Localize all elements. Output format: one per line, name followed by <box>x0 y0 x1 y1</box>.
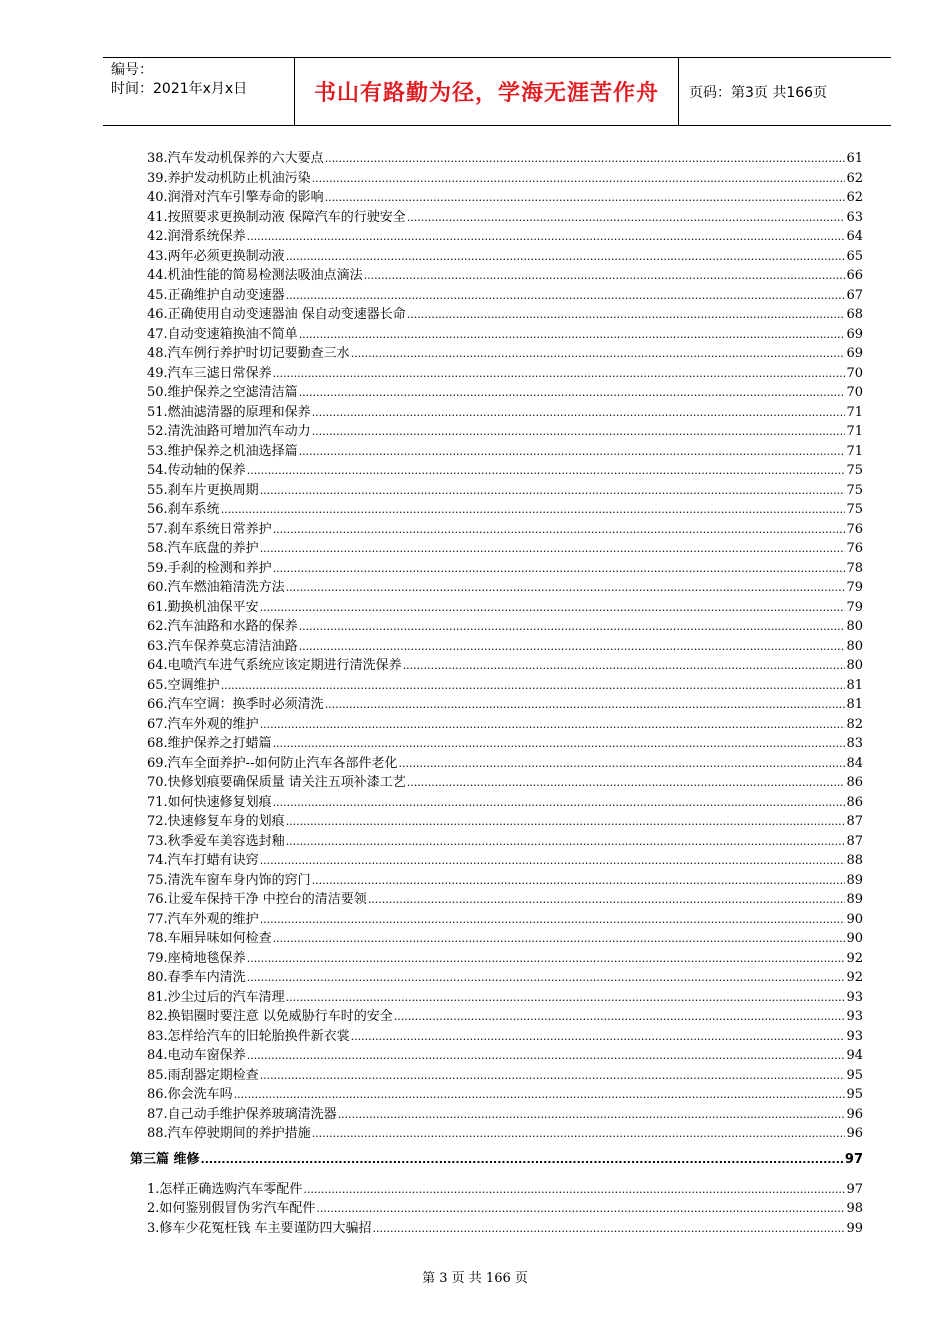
toc-entry-title: 47.自动变速箱换油不简单 <box>147 326 298 342</box>
toc-entry-page: 67 <box>846 287 863 303</box>
toc-entry-page: 97 <box>846 1181 863 1197</box>
toc-entry-page: 95 <box>846 1087 863 1102</box>
toc-entry-title: 79.座椅地毯保养 <box>147 950 246 966</box>
toc-entry[interactable] <box>130 1044 863 1064</box>
toc-entry-page: 94 <box>846 1048 863 1063</box>
toc-leader-dots <box>260 483 846 498</box>
toc-entry[interactable] <box>130 1197 863 1217</box>
toc-entry-title: 78.车厢异味如何检查 <box>147 931 272 946</box>
toc-entry[interactable] <box>130 635 863 655</box>
toc-leader-dots <box>273 736 846 751</box>
toc-entry-page: 68 <box>846 307 863 322</box>
toc-entry[interactable] <box>130 654 863 674</box>
toc-chapter-heading[interactable] <box>130 1148 863 1172</box>
toc-entry[interactable] <box>130 986 863 1006</box>
toc-entry-page: 82 <box>846 716 863 732</box>
toc-entry-title: 60.汽车燃油箱清洗方法 <box>147 580 285 595</box>
toc-entry[interactable] <box>130 752 863 772</box>
toc-leader-dots <box>312 405 846 420</box>
toc-entry-page: 61 <box>846 151 863 166</box>
toc-entry-title: 65.空调维护 <box>147 677 220 693</box>
toc-leader-dots <box>325 190 846 205</box>
toc-leader-dots <box>286 834 846 849</box>
toc-leader-dots <box>312 424 846 439</box>
toc-leader-dots <box>407 307 846 322</box>
toc-leader-dots <box>273 522 846 537</box>
toc-entry-title: 51.燃油滤清器的原理和保养 <box>147 404 311 420</box>
toc-entry-page: 93 <box>846 1028 863 1044</box>
toc-entry-title: 83.怎样给汽车的旧轮胎换件新衣裳 <box>147 1028 350 1044</box>
toc-entry-page: 78 <box>846 560 863 576</box>
toc-entry-title: 57.刹车系统日常养护 <box>147 521 272 537</box>
toc-leader-dots <box>407 210 846 225</box>
toc-leader-dots <box>247 970 846 985</box>
toc-entry-page: 87 <box>846 833 863 849</box>
toc-leader-dots <box>394 1009 846 1024</box>
toc-entry-page: 71 <box>846 424 863 439</box>
toc-entry-title: 39.养护发动机防止机油污染 <box>147 170 311 186</box>
toc-entry[interactable] <box>130 849 863 869</box>
toc-entry[interactable] <box>130 362 863 382</box>
toc-entry-title: 77.汽车外观的维护 <box>147 911 259 927</box>
toc-leader-dots <box>221 502 846 517</box>
toc-entry-title: 58.汽车底盘的养护 <box>147 541 259 556</box>
toc-entry-page: 89 <box>846 872 863 888</box>
toc-entry[interactable] <box>130 1103 863 1123</box>
toc-leader-dots <box>260 1068 846 1083</box>
toc-entry-title: 81.沙尘过后的汽车清理 <box>147 989 285 1005</box>
toc-leader-dots <box>299 619 846 634</box>
toc-entry-page: 90 <box>846 931 863 946</box>
toc-entry[interactable] <box>130 518 863 538</box>
toc-entry-page: 92 <box>846 950 863 966</box>
toc-leader-dots <box>247 1048 846 1063</box>
toc-entry[interactable] <box>130 245 863 265</box>
toc-entry-title: 82.换铝圈时要注意 以免威胁行车时的安全 <box>147 1009 393 1024</box>
toc-entry-title: 46.正确使用自动变速器油 保自动变速器长命 <box>147 307 406 322</box>
toc-entry-title: 87.自己动手维护保养玻璃清洗器 <box>147 1106 337 1122</box>
toc-entry-page: 71 <box>846 443 863 459</box>
toc-entry-page: 62 <box>846 190 863 205</box>
toc-leader-dots <box>299 385 846 400</box>
toc-leader-dots <box>303 1182 845 1197</box>
toc-leader-dots <box>260 717 846 732</box>
toc-entry[interactable] <box>130 869 863 889</box>
toc-entry-title: 42.润滑系统保养 <box>147 229 246 244</box>
toc-entry[interactable] <box>130 342 863 362</box>
toc-entry-title: 48.汽车例行养护时切记要勤查三水 <box>147 346 350 361</box>
toc-entry-title: 44.机油性能的简易检测法吸油点滴法 <box>147 268 363 283</box>
toc-entry-title: 71.如何快速修复划痕 <box>147 794 272 810</box>
toc-entry-page: 86 <box>846 794 863 810</box>
toc-entry-title: 41.按照要求更换制动液 保障汽车的行驶安全 <box>147 209 406 225</box>
toc-entry[interactable] <box>130 1005 863 1025</box>
toc-entry-page: 63 <box>846 209 863 225</box>
toc-entry-title: 84.电动车窗保养 <box>147 1048 246 1063</box>
toc-entry[interactable] <box>130 966 863 986</box>
toc-entry[interactable] <box>130 732 863 752</box>
toc-entry-page: 98 <box>846 1201 863 1216</box>
toc-entry-page: 92 <box>846 970 863 985</box>
toc-entry-title: 43.两年必须更换制动液 <box>147 248 285 264</box>
toc-entry[interactable] <box>130 206 863 226</box>
toc-entry[interactable] <box>130 1217 863 1237</box>
toc-entry-page: 76 <box>846 521 863 537</box>
toc-entry-title: 67.汽车外观的维护 <box>147 716 259 732</box>
toc-entry-page: 81 <box>846 697 863 712</box>
toc-entry-title: 63.汽车保养莫忘清洁油路 <box>147 638 298 654</box>
toc-leader-dots <box>299 327 846 342</box>
toc-entry-title: 61.勤换机油保平安 <box>147 599 259 615</box>
toc-entry[interactable] <box>130 1064 863 1084</box>
toc-leader-dots <box>299 639 846 654</box>
toc-entry-title: 68.维护保养之打蜡篇 <box>147 736 272 751</box>
toc-entry-title: 64.电喷汽车进气系统应该定期进行清洗保养 <box>147 658 402 673</box>
toc-entry-page: 76 <box>846 541 863 556</box>
toc-entry-title: 75.清洗车窗车身内饰的窍门 <box>147 872 311 888</box>
toc-entry-title: 62.汽车油路和水路的保养 <box>147 619 298 634</box>
toc-entry[interactable] <box>130 888 863 908</box>
toc-entry[interactable] <box>130 303 863 323</box>
toc-entry[interactable] <box>130 225 863 245</box>
toc-leader-dots <box>273 795 846 810</box>
header-motto: 书山有路勤为径，学海无涯苦作舟 <box>295 58 679 125</box>
toc-entry-page: 79 <box>846 580 863 595</box>
header-page-info: 页码：第3页 共166页 <box>689 84 828 101</box>
toc-leader-dots <box>338 1107 846 1122</box>
toc-entry-title: 53.维护保养之机油选择篇 <box>147 443 298 459</box>
toc-entry-title: 49.汽车三滤日常保养 <box>147 365 272 381</box>
toc-entry-page: 95 <box>846 1067 863 1083</box>
toc-entry[interactable] <box>130 381 863 401</box>
toc-entry[interactable] <box>130 771 863 791</box>
toc-leader-dots <box>234 1087 846 1102</box>
toc-entry-title: 56.刹车系统 <box>147 502 220 517</box>
toc-entry-page: 70 <box>846 385 863 400</box>
toc-entry-title: 45.正确维护自动变速器 <box>147 287 285 303</box>
toc-entry[interactable] <box>130 927 863 947</box>
toc-entry[interactable] <box>130 557 863 577</box>
toc-leader-dots <box>373 1221 846 1236</box>
toc-entry-page: 69 <box>846 346 863 361</box>
toc-entry-page: 86 <box>846 775 863 790</box>
toc-leader-dots <box>286 249 846 264</box>
toc-leader-dots <box>325 151 846 166</box>
toc-entry-title: 55.刹车片更换周期 <box>147 482 259 498</box>
toc-leader-dots <box>286 990 846 1005</box>
toc-leader-dots <box>312 171 846 186</box>
toc-leader-dots <box>368 892 846 907</box>
toc-entry-page: 96 <box>846 1126 863 1141</box>
toc-entry-title: 86.你会洗车吗 <box>147 1087 233 1102</box>
document-number-label: 编号： <box>111 62 153 78</box>
toc-entry[interactable] <box>130 596 863 616</box>
toc-leader-dots <box>398 756 845 771</box>
toc-entry[interactable] <box>130 479 863 499</box>
toc-entry[interactable] <box>130 284 863 304</box>
toc-entry-page: 90 <box>846 911 863 927</box>
toc-entry-title: 52.清洗油路可增加汽车动力 <box>147 424 311 439</box>
toc-entry[interactable] <box>130 420 863 440</box>
toc-entry[interactable] <box>130 810 863 830</box>
toc-entry-title: 2.如何鉴别假冒伪劣汽车配件 <box>147 1201 316 1216</box>
toc-entry-title: 50.维护保养之空滤清洁篇 <box>147 385 298 400</box>
toc-leader-dots <box>325 697 846 712</box>
toc-entry-title: 85.雨刮器定期检查 <box>147 1067 259 1083</box>
toc-entry-page: 99 <box>846 1220 863 1236</box>
toc-leader-dots <box>407 775 846 790</box>
toc-leader-dots <box>364 268 846 283</box>
toc-entry[interactable] <box>130 1083 863 1103</box>
toc-entry-page: 65 <box>846 248 863 264</box>
toc-entry[interactable] <box>130 576 863 596</box>
toc-leader-dots <box>286 288 846 303</box>
toc-entry-title: 73.秋季爱车美容选封釉 <box>147 833 285 849</box>
toc-leader-dots <box>312 1126 846 1141</box>
toc-leader-dots <box>312 873 846 888</box>
toc-entry-title: 第三篇 维修 <box>130 1151 200 1167</box>
toc-leader-dots <box>351 346 846 361</box>
toc-entry-title: 3.修车少花冤枉钱 车主要谨防四大骗招 <box>147 1220 372 1236</box>
toc-entry-page: 79 <box>846 599 863 615</box>
toc-leader-dots <box>260 541 846 556</box>
toc-leader-dots <box>351 1029 846 1044</box>
toc-entry[interactable] <box>130 908 863 928</box>
toc-leader-dots <box>260 912 846 927</box>
page-header <box>103 57 891 126</box>
toc-entry-title: 69.汽车全面养护--如何防止汽车各部件老化 <box>147 755 398 771</box>
toc-entry[interactable] <box>130 147 863 167</box>
toc-leader-dots <box>316 1201 845 1216</box>
toc-entry[interactable] <box>130 459 863 479</box>
toc-entry-page: 70 <box>846 365 863 381</box>
toc-entry-page: 80 <box>846 638 863 654</box>
toc-entry[interactable] <box>130 323 863 343</box>
toc-entry-page: 64 <box>846 229 863 244</box>
toc-entry[interactable] <box>130 537 863 557</box>
toc-leader-dots <box>247 463 846 478</box>
toc-entry-page: 71 <box>846 404 863 420</box>
toc-entry[interactable] <box>130 440 863 460</box>
toc-entry-page: 88 <box>846 853 863 868</box>
toc-entry-page: 97 <box>844 1151 863 1167</box>
toc-entry-page: 80 <box>846 619 863 634</box>
toc-entry[interactable] <box>130 167 863 187</box>
toc-entry-page: 93 <box>846 989 863 1005</box>
toc-entry[interactable] <box>130 791 863 811</box>
toc-entry-title: 54.传动轴的保养 <box>147 463 246 478</box>
toc-leader-dots <box>260 853 846 868</box>
toc-entry-page: 84 <box>846 755 863 771</box>
table-of-contents <box>130 147 863 1236</box>
toc-entry-page: 69 <box>846 326 863 342</box>
toc-entry-page: 75 <box>846 502 863 517</box>
toc-leader-dots <box>403 658 846 673</box>
toc-entry-page: 96 <box>846 1106 863 1122</box>
toc-entry[interactable] <box>130 830 863 850</box>
toc-entry[interactable] <box>130 947 863 967</box>
toc-entry-title: 80.春季车内清洗 <box>147 970 246 985</box>
toc-entry[interactable] <box>130 498 863 518</box>
toc-entry[interactable] <box>130 264 863 284</box>
toc-leader-dots <box>247 229 846 244</box>
toc-entry-page: 75 <box>846 463 863 478</box>
toc-entry[interactable] <box>130 674 863 694</box>
toc-leader-dots <box>299 444 846 459</box>
toc-entry-title: 1.怎样正确选购汽车零配件 <box>147 1181 303 1197</box>
toc-entry-title: 88.汽车停驶期间的养护措施 <box>147 1126 311 1141</box>
toc-leader-dots <box>221 678 846 693</box>
toc-entry-title: 59.手刹的检测和养护 <box>147 560 272 576</box>
toc-entry-page: 66 <box>846 268 863 283</box>
toc-leader-dots <box>201 1152 844 1167</box>
header-meta <box>103 58 295 125</box>
document-time: 时间：2021年x月x日 <box>111 81 248 97</box>
toc-leader-dots <box>273 931 846 946</box>
toc-entry-title: 76.让爱车保持干净 中控台的清洁要领 <box>147 892 367 907</box>
toc-entry-page: 87 <box>846 814 863 829</box>
toc-entry-page: 75 <box>846 482 863 498</box>
toc-entry-title: 38.汽车发动机保养的六大要点 <box>147 151 324 166</box>
toc-leader-dots <box>260 600 846 615</box>
toc-entry[interactable] <box>130 186 863 206</box>
toc-leader-dots <box>247 951 846 966</box>
toc-leader-dots <box>273 366 846 381</box>
toc-entry-page: 93 <box>846 1009 863 1024</box>
page-footer: 第 3 页 共 166 页 <box>422 1271 528 1286</box>
toc-leader-dots <box>286 580 846 595</box>
toc-entry-title: 40.润滑对汽车引擎寿命的影响 <box>147 190 324 205</box>
toc-entry[interactable] <box>130 1178 863 1198</box>
toc-entry[interactable] <box>130 713 863 733</box>
toc-entry-title: 66.汽车空调：换季时必须清洗 <box>147 697 324 712</box>
toc-entry[interactable] <box>130 1122 863 1142</box>
toc-entry-page: 62 <box>846 170 863 186</box>
toc-entry[interactable] <box>130 693 863 713</box>
toc-entry[interactable] <box>130 1025 863 1045</box>
toc-leader-dots <box>273 561 846 576</box>
toc-leader-dots <box>286 814 846 829</box>
toc-entry-page: 80 <box>846 658 863 673</box>
toc-entry[interactable] <box>130 401 863 421</box>
toc-entry-title: 74.汽车打蜡有诀窍 <box>147 853 259 868</box>
toc-entry[interactable] <box>130 615 863 635</box>
toc-entry-page: 81 <box>846 677 863 693</box>
toc-entry-title: 70.快修划痕要确保质量 请关注五项补漆工艺 <box>147 775 406 790</box>
toc-entry-page: 83 <box>846 736 863 751</box>
toc-entry-page: 89 <box>846 892 863 907</box>
toc-entry-title: 72.快速修复车身的划痕 <box>147 814 285 829</box>
